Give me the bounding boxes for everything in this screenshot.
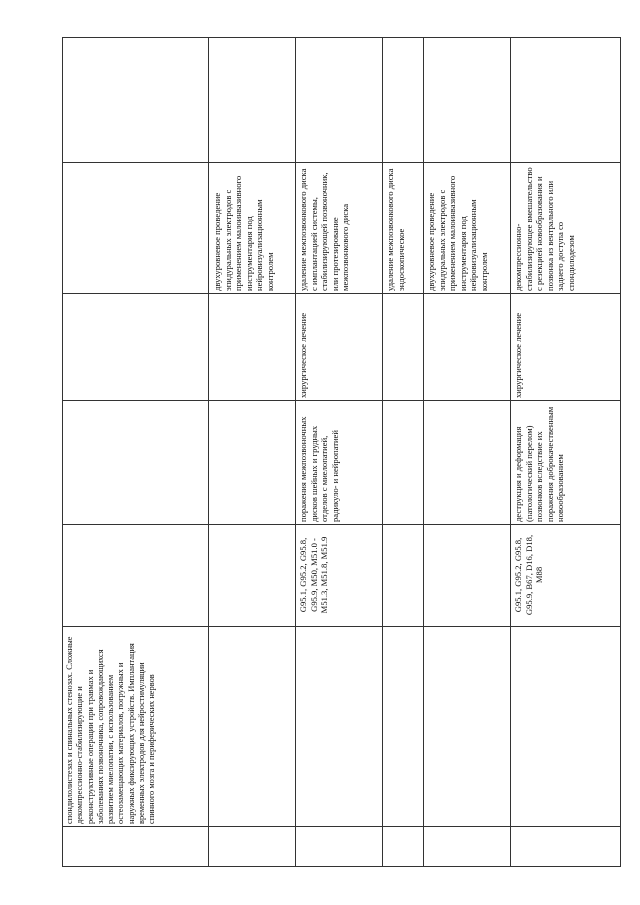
icd-codes-cell: G95.1, G95.2, G95.8, G95.9, B67, D16, D18, M88 <box>513 534 544 616</box>
table-row <box>511 163 620 293</box>
table-row <box>511 401 620 524</box>
icd-codes-cell: G95.1, G95.2, G95.8, G95.9, M50, M51.0 - M51.3, M51.8, M51.9 <box>298 536 329 614</box>
table-row <box>424 163 510 293</box>
table-row <box>383 163 423 293</box>
method-description-cell: спондилолистезах и спинальных стенозах. Сложные декомпрессионно-стабилизирующие и реконструктивные операции при травмах и заболеваниях позвоночника, сопровождающихся развитием миелопатии, с использованием остеозамещающих материалов, погружных и наружных фиксирующих устройств. Имплантация временных электродов для нейростимуляции спинного мозга и периферических нервов <box>65 636 157 824</box>
table-row <box>296 163 382 293</box>
table-row <box>63 627 208 826</box>
method-cell: удаление межпозвонкового диска с имплантацией системы, стабилизирующей позвоночник, или протезирование межпозвонкового диска <box>298 168 350 291</box>
method-cell: декомпрессионно-стабилизирующее вмешательство с резекцией новообразования и позвонка из вентрального или заднего доступа со спондилодезом <box>513 167 576 291</box>
column-separator <box>62 826 621 827</box>
table-row <box>296 525 382 626</box>
patient-model-cell: деструкция и деформация (патологический перелом) позвонков вследствие их поражения доброкачественным новообразованием <box>513 406 565 522</box>
table-border-top <box>62 37 621 38</box>
patient-model-cell: поражения межпозвоночных дисков шейных и грудных отделов с миелопатией, радикуло- и нейропатией <box>298 416 340 522</box>
method-cell: удаление межпозвонкового диска эндоскопическое <box>385 168 406 291</box>
treatment-type-cell: хирургическое лечение <box>298 312 308 398</box>
table-border-bottom <box>62 866 621 867</box>
method-cell: двухуровневое проведение эпидуральных электродов с применением малоинвазивного инструментария под нейровизуализационным контролем <box>212 175 275 291</box>
table-row <box>209 163 295 293</box>
table-row <box>296 294 382 400</box>
table-row <box>511 294 620 400</box>
table-row <box>511 525 620 626</box>
treatment-type-cell: хирургическое лечение <box>513 312 523 398</box>
table-row <box>296 401 382 524</box>
method-cell: двухуровневое проведение эпидуральных электродов с применением малоинвазивного инструментария под нейровизуализационным контролем <box>426 175 489 291</box>
